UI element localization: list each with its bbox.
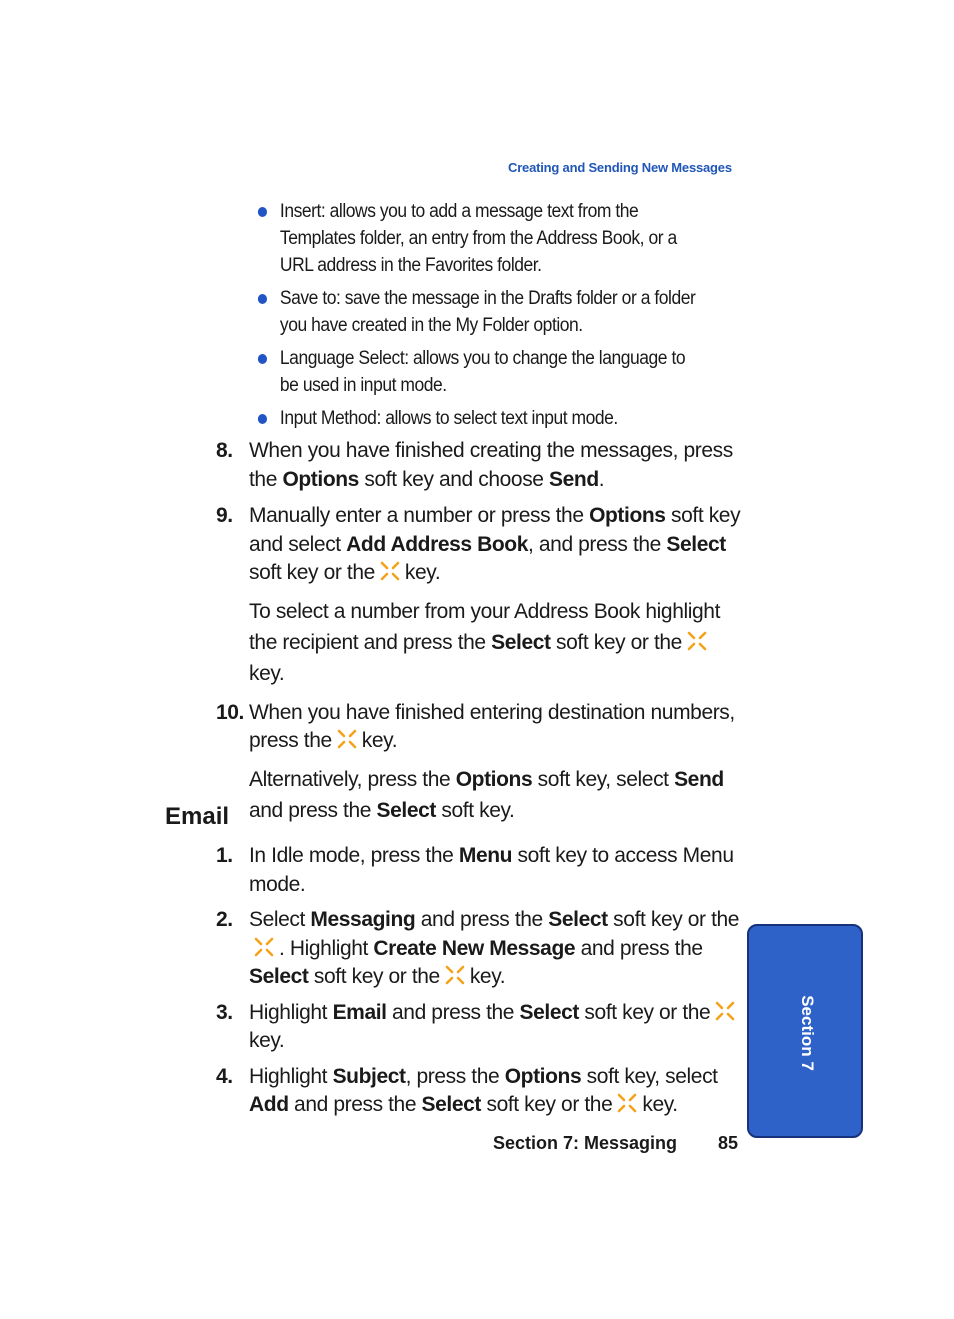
bullet-dot bbox=[258, 354, 267, 364]
step-text: and press the bbox=[415, 908, 549, 931]
bullet-dot bbox=[258, 294, 267, 304]
step-text: and press the bbox=[249, 798, 377, 822]
bullet-text: Input Method: allows to select text input mode. bbox=[279, 408, 618, 429]
options-label: Options bbox=[589, 504, 666, 527]
step-10 bbox=[216, 699, 742, 826]
step-text: key. bbox=[249, 661, 285, 685]
step-text: soft key or the bbox=[550, 630, 682, 654]
step-text: Select bbox=[249, 908, 311, 931]
email-step-4 bbox=[216, 1063, 742, 1120]
footer-section-title: Section 7: Messaging bbox=[493, 1133, 678, 1153]
step-text: Highlight bbox=[249, 1000, 333, 1024]
nav-key-icon bbox=[686, 630, 708, 652]
step-text: Highlight bbox=[249, 1064, 333, 1088]
step-9 bbox=[216, 502, 742, 689]
add-address-book-label: Add Address Book bbox=[346, 532, 529, 556]
step-text: In Idle mode, press the bbox=[249, 844, 459, 867]
nav-key-icon bbox=[253, 936, 275, 958]
step-text: and press the bbox=[288, 1093, 422, 1116]
step-number: 3. bbox=[216, 1000, 233, 1024]
nav-key-icon bbox=[444, 964, 466, 986]
section-tab-label: Section 7 bbox=[798, 995, 817, 1071]
nav-key-icon bbox=[336, 728, 358, 750]
step-text: . Highlight bbox=[279, 936, 374, 960]
step-text: soft key, select bbox=[581, 1064, 718, 1088]
email-steps-list bbox=[216, 842, 742, 1120]
step-number: 9. bbox=[216, 504, 233, 527]
step-text: key. bbox=[404, 561, 441, 584]
nav-key-icon bbox=[616, 1092, 638, 1114]
bullet-dot bbox=[258, 414, 267, 424]
options-label: Options bbox=[282, 467, 359, 491]
step-text: Manually enter a number or press the bbox=[249, 504, 590, 527]
step-text: and press the bbox=[386, 1000, 520, 1024]
step-10-note bbox=[249, 764, 742, 826]
bullet-dot bbox=[258, 207, 267, 217]
step-text: soft key or the bbox=[308, 965, 440, 988]
page-footer bbox=[493, 1133, 738, 1154]
step-9-note bbox=[249, 596, 742, 689]
select-label: Select bbox=[376, 798, 436, 822]
bullet-item bbox=[256, 345, 703, 399]
select-label: Select bbox=[421, 1093, 482, 1116]
step-text: soft key or the bbox=[481, 1093, 613, 1116]
running-header: Creating and Sending New Messages bbox=[508, 160, 732, 175]
nav-key-icon bbox=[714, 1000, 736, 1022]
step-text: soft key. bbox=[435, 798, 515, 822]
step-text: To select a number from your Address Book highlight the recipient and press the bbox=[249, 599, 721, 654]
step-text: soft key and select bbox=[249, 504, 741, 556]
bullet-text: Language Select: allows you to change the language to be used in input mode. bbox=[279, 348, 686, 396]
step-text: , press the bbox=[405, 1064, 505, 1088]
section-side-tab bbox=[747, 924, 863, 1138]
nav-key-icon bbox=[379, 560, 401, 582]
section-heading-email: Email bbox=[165, 803, 230, 830]
email-step-2 bbox=[216, 906, 742, 992]
step-text: Alternatively, press the bbox=[249, 767, 456, 791]
step-text: soft key, select bbox=[532, 767, 675, 791]
select-label: Select bbox=[548, 908, 608, 931]
bullet-item bbox=[256, 405, 703, 432]
options-label: Options bbox=[504, 1064, 582, 1088]
step-text: When you have finished entering destination numbers, press the bbox=[249, 700, 735, 752]
send-label: Send bbox=[549, 467, 599, 491]
step-text: soft key to access Menu mode. bbox=[249, 844, 734, 896]
step-text: key. bbox=[361, 729, 398, 752]
messaging-label: Messaging bbox=[310, 908, 416, 931]
option-bullet-list bbox=[256, 198, 742, 438]
step-text: and press the bbox=[575, 936, 703, 960]
steps-list-continued bbox=[216, 437, 742, 826]
menu-label: Menu bbox=[458, 844, 513, 867]
step-text: soft key and choose bbox=[358, 467, 550, 491]
add-label: Add bbox=[249, 1093, 289, 1116]
select-label: Select bbox=[491, 630, 551, 654]
step-text: When you have finished creating the messages, press the bbox=[249, 439, 733, 491]
step-text: soft key or the bbox=[579, 1000, 711, 1024]
email-label: Email bbox=[332, 1000, 387, 1024]
bullet-text: Save to: save the message in the Drafts folder or a folder you have created in the My Folder option. bbox=[279, 288, 696, 336]
step-number: 2. bbox=[216, 908, 233, 931]
bullet-text: Insert: allows you to add a message text from the Templates folder, an entry from the Address Book, or a URL address in the Favorites folder. bbox=[279, 201, 677, 276]
step-text: key. bbox=[249, 1029, 285, 1052]
select-label: Select bbox=[249, 965, 309, 988]
options-label: Options bbox=[455, 767, 533, 791]
select-label: Select bbox=[666, 532, 726, 556]
step-8 bbox=[216, 437, 742, 494]
bullet-item bbox=[256, 198, 703, 279]
step-text: , and press the bbox=[528, 532, 667, 556]
step-text: soft key or the bbox=[249, 561, 375, 584]
page-number: 85 bbox=[717, 1133, 738, 1153]
step-number: 8. bbox=[216, 439, 233, 462]
email-step-3 bbox=[216, 999, 742, 1056]
step-number: 4. bbox=[216, 1064, 233, 1088]
step-text: soft key or the bbox=[607, 908, 740, 931]
create-new-message-label: Create New Message bbox=[373, 936, 576, 960]
step-number: 1. bbox=[216, 844, 233, 867]
bullet-item bbox=[256, 285, 703, 339]
step-text: key. bbox=[642, 1093, 678, 1116]
subject-label: Subject bbox=[332, 1064, 406, 1088]
step-text: key. bbox=[469, 965, 506, 988]
step-text: . bbox=[598, 467, 605, 491]
select-label: Select bbox=[519, 1000, 579, 1024]
email-step-1 bbox=[216, 842, 742, 899]
step-number: 10. bbox=[216, 700, 244, 724]
send-label: Send bbox=[674, 767, 724, 791]
